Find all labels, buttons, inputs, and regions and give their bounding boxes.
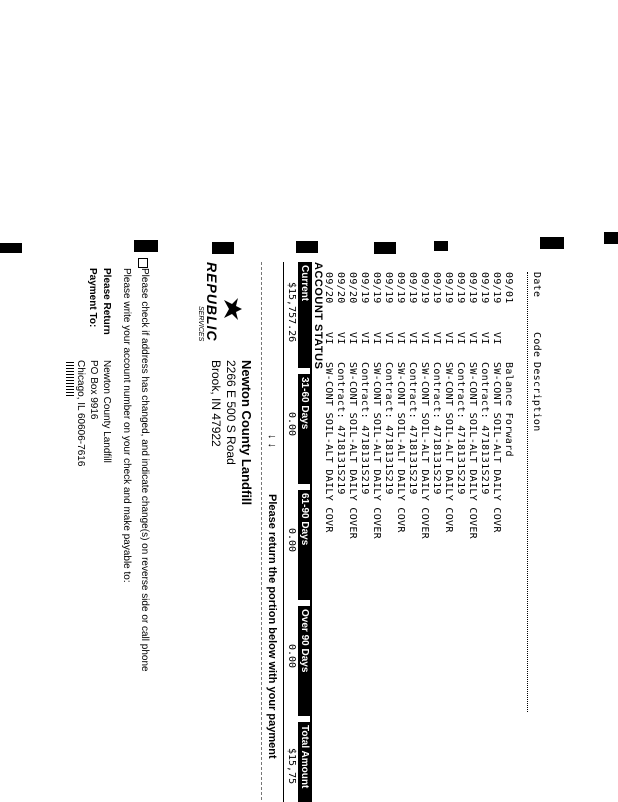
row-code: VI — [479, 332, 490, 345]
pay-to-city: Chicago, IL 60606-7616 — [75, 360, 86, 467]
pay-to-po-box: PO Box 9916 — [88, 360, 99, 420]
tear-arrows: ↓ ↓ — [266, 434, 278, 449]
row-date: 09/20 — [335, 272, 346, 304]
row-code: VI — [359, 332, 370, 345]
row-date: 09/19 — [395, 272, 406, 304]
row-description: Contract: 4718131S219 — [359, 362, 370, 495]
remit-street: 2266 E 500 S Road — [224, 360, 238, 465]
registration-mark-8 — [0, 243, 22, 253]
row-code: VI — [443, 332, 454, 345]
registration-mark-1 — [604, 232, 618, 244]
perforation-line — [261, 262, 262, 800]
aging-header-over-90: Over 90 Days — [298, 606, 310, 716]
remit-city: Brook, IN 47922 — [209, 360, 223, 447]
row-description: Contract: 4718131S219 — [455, 362, 466, 495]
row-date: 09/19 — [491, 272, 502, 304]
republic-logo — [194, 260, 244, 356]
row-description: SW-CONT SOIL-ALT DAILY COVER — [347, 362, 358, 539]
please-return-label: Please Return — [101, 268, 112, 335]
row-description: Balance Forward — [503, 362, 514, 457]
row-code: VI — [419, 332, 430, 345]
remit-name: Newton County Landfill — [239, 360, 254, 506]
row-code: VI — [395, 332, 406, 345]
row-code: VI — [371, 332, 382, 345]
description-column-header: Description — [531, 362, 542, 432]
row-date: 09/19 — [419, 272, 430, 304]
eagle-icon — [222, 296, 244, 322]
aging-header-current: Current — [298, 262, 310, 368]
row-description: SW-CONT SOIL-ALT DAILY COVR — [491, 362, 502, 533]
row-date: 09/19 — [359, 272, 370, 304]
row-description: SW-CONT SOIL-ALT DAILY COVER — [467, 362, 478, 539]
aging-value-61-90: 0.00 — [286, 528, 297, 553]
account-number-instruction: Please write your account number on your check and make payable to: — [121, 268, 132, 583]
aging-value-total: $15,75 — [286, 748, 297, 785]
logo-subtitle: SERVICES — [197, 306, 204, 342]
aging-value-31-60: 0.00 — [286, 412, 297, 437]
date-column-header: Date — [531, 272, 542, 298]
row-description: SW-CONT SOIL-ALT DAILY COVER — [371, 362, 382, 539]
transaction-list — [314, 0, 514, 800]
row-date: 09/19 — [479, 272, 490, 304]
address-change-note: Please check if address has changed, and indicate change(s) on reverse side or call phone — [139, 268, 150, 672]
row-description: Contract: 4718131S219 — [407, 362, 418, 495]
postal-barcode — [66, 362, 74, 398]
row-code: VI — [323, 332, 334, 345]
aging-header-31-60: 31-60 Days — [298, 374, 310, 484]
row-code: VI — [407, 332, 418, 345]
row-description: Contract: 4718131S219 — [479, 362, 490, 495]
row-date: 09/19 — [431, 272, 442, 304]
row-date: 09/19 — [371, 272, 382, 304]
row-code: VI — [335, 332, 346, 345]
row-date: 09/19 — [407, 272, 418, 304]
row-date: 09/19 — [383, 272, 394, 304]
registration-mark-2 — [540, 237, 564, 249]
logo-wordmark: REPUBLIC — [204, 262, 220, 342]
return-portion-notice: Please return the portion below with your payment — [266, 494, 278, 759]
header-divider — [526, 272, 528, 712]
row-description: SW-CONT SOIL-ALT DAILY COVR — [395, 362, 406, 533]
row-date: 09/20 — [347, 272, 358, 304]
payment-to-label: Payment To: — [87, 268, 98, 328]
table-header — [528, 0, 542, 800]
registration-mark-6 — [212, 242, 234, 254]
row-date: 09/19 — [455, 272, 466, 304]
row-description: Contract: 4718131S219 — [335, 362, 346, 495]
account-status-title: ACCOUNT STATUS — [312, 262, 324, 370]
row-code: VI — [383, 332, 394, 345]
code-column-header: Code — [531, 332, 542, 358]
row-code: VI — [431, 332, 442, 345]
row-code: VI — [347, 332, 358, 345]
row-description: Contract: 4718131S219 — [383, 362, 394, 495]
row-description: SW-CONT SOIL-ALT DAILY COVR — [323, 362, 334, 533]
row-date: 09/19 — [467, 272, 478, 304]
row-date: 09/19 — [443, 272, 454, 304]
row-description: Contract: 4718131S219 — [431, 362, 442, 495]
row-description: SW-CONT SOIL-ALT DAILY COVER — [419, 362, 430, 539]
row-code: VI — [455, 332, 466, 345]
aging-table — [283, 262, 312, 802]
address-change-checkbox[interactable] — [138, 258, 148, 268]
pay-to-name: Newton County Landfill — [101, 360, 112, 463]
registration-mark-7 — [134, 240, 158, 252]
aging-header-61-90: 61-90 Days — [298, 490, 310, 600]
aging-value-over-90: 0.00 — [286, 644, 297, 669]
row-description: SW-CONT SOIL-ALT DAILY COVR — [443, 362, 454, 533]
aging-header-total: Total Amount — [298, 722, 310, 802]
row-code: VI — [491, 332, 502, 345]
aging-value-current: $15,757.26 — [286, 282, 297, 343]
row-date: 09/20 — [323, 272, 334, 304]
row-code: VI — [467, 332, 478, 345]
row-date: 09/01 — [503, 272, 514, 304]
